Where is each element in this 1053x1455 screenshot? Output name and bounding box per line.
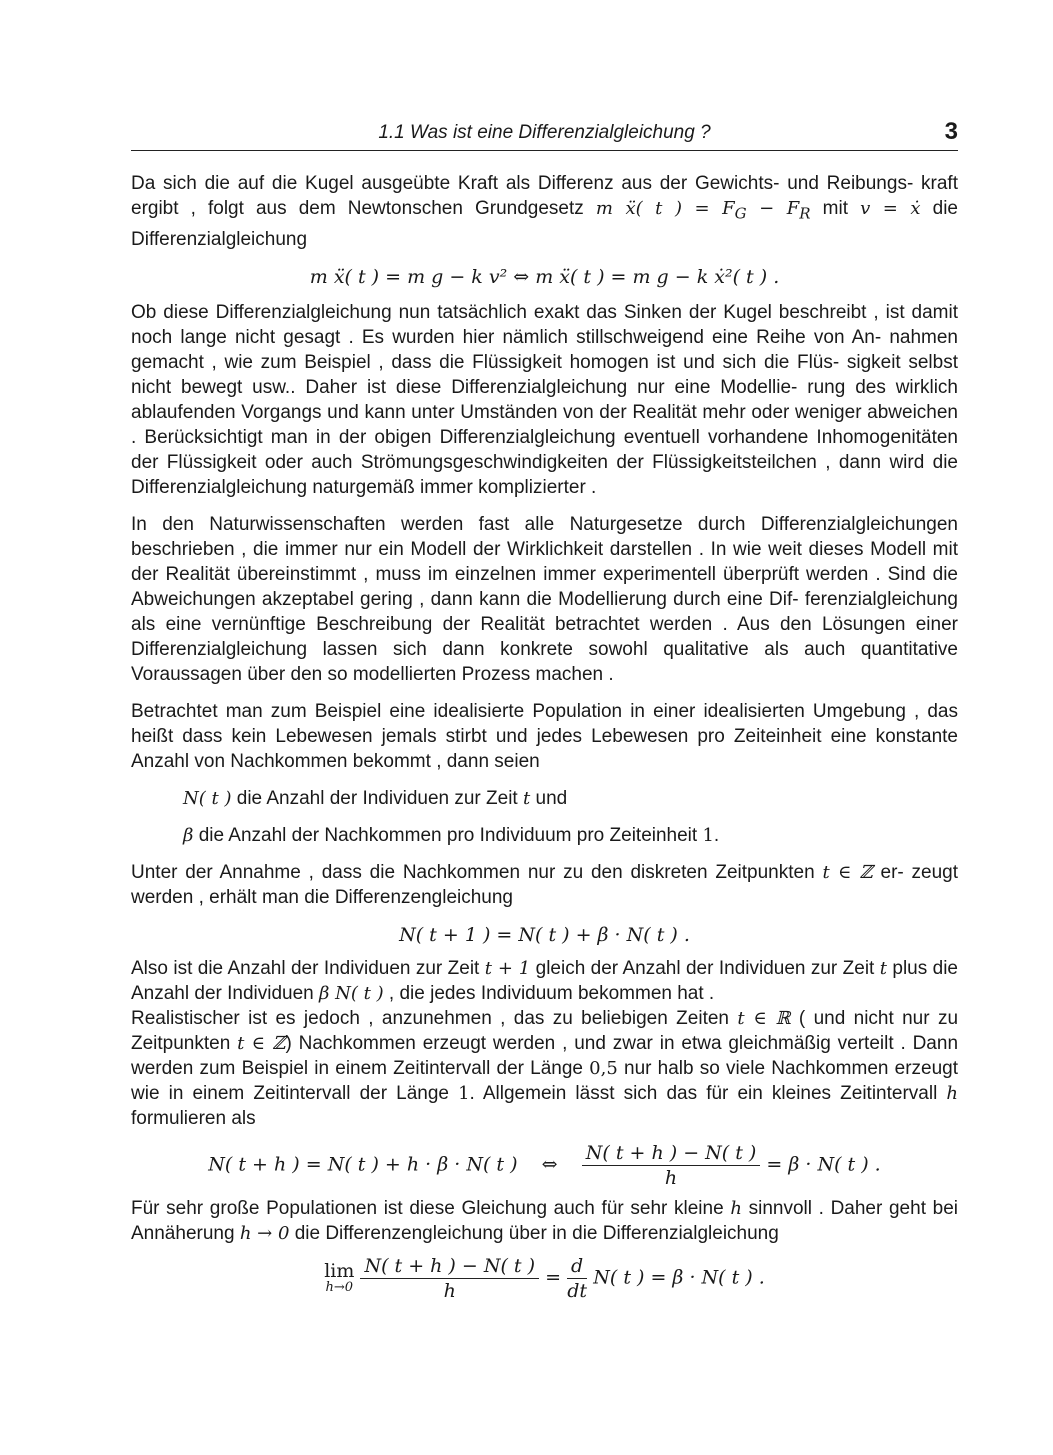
paragraph-5: Unter der Annahme , dass die Nachkommen nur zu den diskreten Zeitpunkten t ∈ ℤ er- zeugt werden , erhält man die Differenzengleichung <box>131 861 959 908</box>
definition-item-1: N( t ) die Anzahl der Individuen zur Zeit t und <box>183 787 568 809</box>
paragraph-2: Ob diese Differenzialgleichung nun tatsächlich exakt das Sinken der Kugel beschreibt , ist damit noch lange nicht gesagt . Es wurden hier nämlich stillschweigend eine Reihe von An- nahmen gemacht , wie zum Beispiel , dass die Flüssigkeit homogen ist und sich die Flüs- sigkeit selbst nicht bewegt usw.. Daher ist diese Differenzialgleichung nur eine Modellie- rung des wirklich ablaufenden Vorgangs und kann unter Umständen von der Realität mehr oder weniger abweichen . Berücksichtigt man in der obigen Differenzialgleichung eventuell vorhandene Inhomogenitäten der Flüssigkeit oder auch Strömungsgeschwindigkeiten der Flüssigkeitsteilchen , dann wird die Differenzialgleichung naturgemäß immer komplizierter . <box>131 301 958 498</box>
document-page <box>131 118 958 1303</box>
paragraph-4: Betrachtet man zum Beispiel eine idealisierte Population in einer idealisierten Umgebung , das heißt dass kein Lebewesen jemals stirbt und jedes Lebewesen pro Zeiteinheit eine konstante Anzahl von Nachkommen bekommt , dann seien <box>131 700 958 772</box>
math-newton: m ẍ( t ) = $F_G - F_R$ <box>595 198 811 223</box>
fraction-difference-quotient: $\frac{N( t + h ) - N( t )}{h}$ <box>360 1254 539 1303</box>
paragraph-6: Also ist die Anzahl der Individuen zur Zeit t + 1 gleich der Anzahl der Individuen zur Zeit t plus die Anzahl der Individuen β N( t ) , die jedes Individuum bekommen hat . <box>131 957 959 1004</box>
math-velocity: v = ẋ <box>860 198 921 219</box>
page-number: 3 <box>944 118 958 145</box>
running-header <box>131 118 958 151</box>
definition-item-2: β die Anzahl der Nachkommen pro Individuum pro Zeiteinheit 1. <box>183 824 720 846</box>
equation-3: N( t + h ) = N( t ) + h · β · N( t ) ⇔ $\frac{N( t + h ) - N( t )}{h}$ = β · N( t ) . <box>208 1141 881 1189</box>
fraction-derivative: $\frac{d}{dt}$ <box>567 1254 588 1302</box>
paragraph-3: In den Naturwissenschaften werden fast alle Naturgesetze durch Differenzialgleichungen beschrieben , die immer nur ein Modell der Wirklichkeit darstellen . In wie weit dieses Modell mit der Realität übereinstimmt , muss im einzelnen immer experimentell überprüft werden . Sind die Abweichungen akzeptabel gering , dann kann die Modellierung durch eine Dif- ferenzialgleichung als eine vernünftige Beschreibung der Realität betrachtet werden . Aus den Lösungen einer Differenzialgleichung lassen sich dann konkrete sowohl qualitative als auch quantitative Voraussagen über den so modellierten Prozess machen . <box>131 513 958 685</box>
paragraph-7: Realistischer ist es jedoch , anzunehmen , das zu beliebigen Zeiten t ∈ ℝ ( und nicht nur zu Zeitpunkten t ∈ ℤ) Nachkommen erzeugt werden , und zwar in etwa gleichmäßig verteilt . Dann werden zum Beispiel in einem Zeitintervall der Länge 0,5 nur halb so viele Nachkommen erzeugt wie in einem Zeitintervall der Länge 1. Allgemein lässt sich das für ein kleines Zeitintervall h formulieren als <box>131 1007 959 1129</box>
fraction-difference: $\frac{N( t + h ) - N( t )}{h}$ <box>582 1141 761 1190</box>
equation-1: m ẍ( t ) = m g − k v² ⇔ m ẍ( t ) = m g − k ẋ²( t ) . <box>309 265 780 288</box>
equation-4: lim h→0 $\frac{N( t + h ) - N( t )}{h}$ = $\frac{d}{dt}$ N( t ) = β · N( t ) . <box>324 1254 765 1302</box>
limit-operator: lim h→0 <box>324 1260 355 1296</box>
equation-2: N( t + 1 ) = N( t ) + β · N( t ) . <box>399 923 690 946</box>
paragraph-8: Für sehr große Populationen ist diese Gleichung auch für sehr kleine h sinnvoll . Daher geht bei Annäherung h → 0 die Differenzengleichung über in die Differenzialgleichung <box>131 1197 958 1244</box>
paragraph-1: Da sich die auf die Kugel ausgeübte Kraft als Differenz aus der Gewichts- und Reibungs- kraft ergibt , folgt aus dem Newtonschen Grundgesetz m ẍ( t ) = $F_G - F_R$ mit v = ẋ die Differenzialgleichung <box>131 173 958 250</box>
section-title: 1.1 Was ist eine Differenzialgleichung ? <box>378 122 711 143</box>
